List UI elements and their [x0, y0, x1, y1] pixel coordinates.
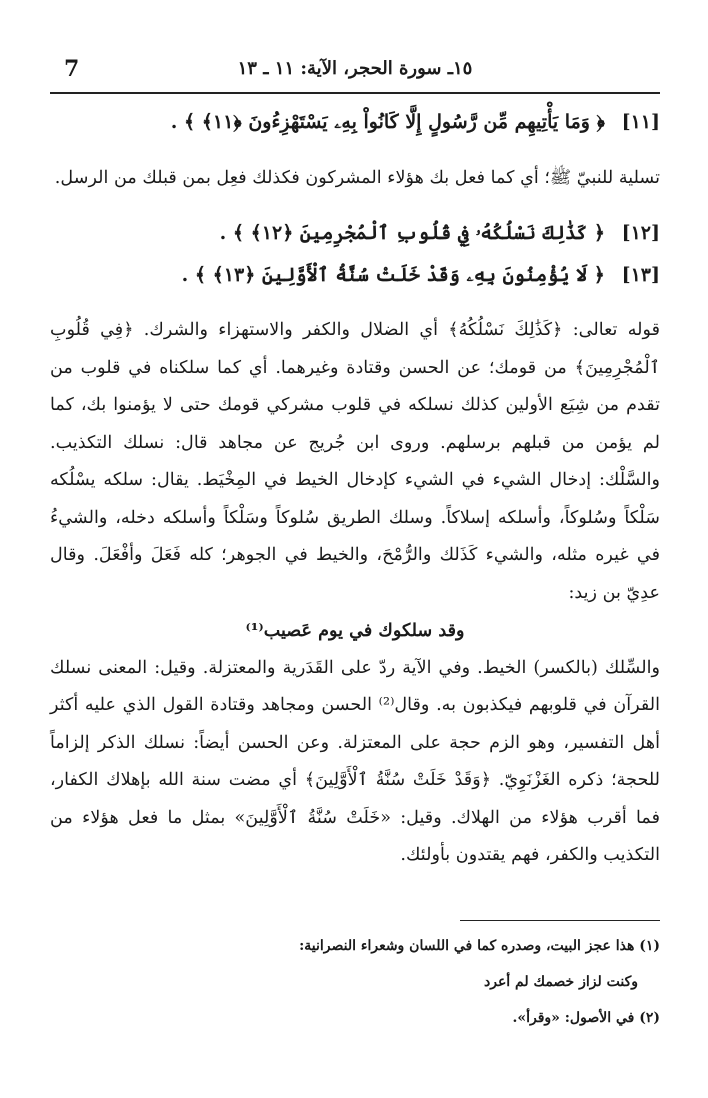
running-title: ١٥ـ سورة الحجر، الآية: ١١ ـ ١٣ [237, 58, 473, 79]
page-header [50, 54, 660, 94]
main-text [50, 100, 660, 875]
poem-line: وقد سلكوك في يوم عَصيب⁽¹⁾ [245, 620, 465, 641]
verse-text: ﴿ وَمَا يَأْتِيهِم مِّن رَّسُولٍ إِلَّا كَانُواْ بِهِۦ يَسْتَهْزِءُونَ ﴿١١﴾ ﴾ . [170, 111, 605, 133]
paragraph-3: والسِّلك (بالكسر) الخيط. وفي الآية ردّ على القَدَرية والمعتزلة. وقيل: المعنى نسلك القرآن في قلوبهم فيكذبون به. وقال⁽²⁾ الحسن ومجاهد وقتادة القول الذي عليه أكثر أهل التفسير، وهو الزم حجة على المعتزلة. وعن الحسن أيضاً: نسلك الذكر إلزاماً للحجة؛ ذكره الغَزْنَوِيّ. ﴿وَقَدْ خَلَتْ سُنَّةُ ٱلْأَوَّلِينَ﴾ أي مضت سنة الله بإهلاك الكفار، فما أقرب هؤلاء من الهلاك. وقيل: «خَلَتْ سُنَّةُ ٱلْأَوَّلِينَ» بمثل ما فعل هؤلاء من التكذيب والكفر، فهم يقتدون بأولئك. [50, 657, 660, 865]
verse-text: ﴿ لَا يُؤْمِنُونَ بِهِۦ وَقَدْ خَلَتْ سُنَّةُ ٱلْأَوَّلِينَ ﴿١٣﴾ ﴾ . [181, 263, 605, 286]
footnotes [50, 928, 660, 1036]
header-divider [50, 92, 660, 94]
paragraph-1: تسلية للنبيّ ﷺ؛ أي كما فعل بك هؤلاء المشركون فكذلك فعِل بمن قبلك من الرسل. [54, 167, 660, 188]
footnote-2: (٢) في الأصول: «وقرأ». [512, 1010, 660, 1026]
page-number: 7 [64, 56, 80, 82]
verse-number: [١٣] [621, 263, 660, 286]
verse-11 [50, 104, 660, 142]
verse-number: [١٢] [621, 222, 660, 244]
verse-number: [١١] [621, 111, 660, 133]
footnote-divider [460, 920, 660, 921]
verse-text: ﴿ كَذَٰلِكَ نَسْلُكُهُۥ فِي قُلُوبِ ٱلْمُجْرِمِينَ ﴿١٢﴾ ﴾ . [219, 222, 605, 244]
verse-13 [50, 257, 660, 295]
verse-12 [50, 215, 660, 253]
footnote-1: (١) هذا عجز البيت، وصدره كما في اللسان وشعراء النصرانية: [299, 938, 660, 954]
footnote-1-verse: وكنت لزاز خصمك لم أعرد [483, 974, 638, 990]
paragraph-2: قوله تعالى: ﴿كَذَٰلِكَ نَسْلُكُهُ﴾ أي الضلال والكفر والاستهزاء والشرك. ﴿فِي قُلُوبِ ٱلْمُجْرِمِينَ﴾ من قومك؛ عن الحسن وقتادة وغيرهما. أي كما سلكناه في قلوب من تقدم من شِيَع الأولين كذلك نسلكه في قلوب مشركي قومك حتى لا يؤمنوا بك، كما لم يؤمن من قبلهم برسلهم. وروى ابن جُريج عن مجاهد قال: نسلك التكذيب. والسَّلْك: إدخال الشيء في الشيء كإدخال الخيط في المِخْيَط. يقال: سلكه يسْلُكه سَلْكاً وسُلوكاً، وأسلكه إسلاكاً. وسلك الطريق سُلوكاً وسَلْكاً وأسلكه دخله، والشيءُ في غيره مثله، والشيء كَذَلك والرُّمْحَ، والخيط في الجوهر؛ كله فَعَلَ وأفْعَلَ. وقال عدِيّ بن زيد: [50, 320, 660, 603]
